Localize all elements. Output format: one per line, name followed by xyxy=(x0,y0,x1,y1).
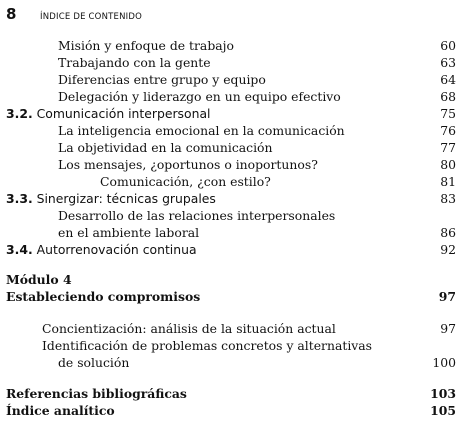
back-matter-entry xyxy=(0,403,462,419)
section-title: Sinergizar: técnicas grupales xyxy=(36,191,216,206)
toc-entry xyxy=(0,355,462,371)
toc-entry-page: 92 xyxy=(440,242,456,257)
toc-entry-page: 100 xyxy=(432,355,456,370)
toc-section xyxy=(0,106,462,122)
toc-entry-page: 64 xyxy=(440,72,456,87)
toc-entry-label: de solución xyxy=(58,355,130,370)
back-matter-entry xyxy=(0,386,462,402)
running-title: ÍNDICE DE CONTENIDO xyxy=(40,12,142,22)
toc-entry xyxy=(0,208,462,224)
toc-entry xyxy=(0,157,462,173)
module-subtitle: Estableciendo compromisos xyxy=(6,289,201,304)
toc-entry xyxy=(0,321,462,337)
toc-entry-page: 76 xyxy=(440,123,456,138)
toc-entry-label: Desarrollo de las relaciones interpersonales xyxy=(58,208,336,223)
page-number: 8 xyxy=(6,5,17,23)
section-number: 3.4. xyxy=(6,242,33,257)
toc-entry-label: Identificación de problemas concretos y alternativas xyxy=(42,338,373,353)
toc-entry-label: Concientización: análisis de la situación actual xyxy=(42,321,336,336)
toc-entry-label: Diferencias entre grupo y equipo xyxy=(58,72,266,87)
toc-entry xyxy=(0,123,462,139)
toc-entry-label: Trabajando con la gente xyxy=(58,55,211,70)
toc-entry-label: en el ambiente laboral xyxy=(58,225,200,240)
toc-entry-page: 60 xyxy=(440,38,456,53)
toc-entry-label: Comunicación, ¿con estilo? xyxy=(100,174,271,189)
toc-entry xyxy=(0,174,462,190)
toc-section xyxy=(0,242,462,258)
toc-entry-label: Delegación y liderazgo en un equipo efectivo xyxy=(58,89,341,104)
toc-entry xyxy=(0,225,462,241)
toc-entry xyxy=(0,38,462,54)
toc-entry-page: 86 xyxy=(440,225,456,240)
toc-section xyxy=(0,191,462,207)
back-matter-page: 105 xyxy=(430,403,456,418)
module-title: Módulo 4 xyxy=(6,272,72,287)
toc-entry-label: Los mensajes, ¿oportunos o inoportunos? xyxy=(58,157,318,172)
module-heading xyxy=(0,289,462,305)
toc-entry-page: 68 xyxy=(440,89,456,104)
toc-entry xyxy=(0,140,462,156)
back-matter-label: Índice analítico xyxy=(6,403,115,418)
section-title: Autorrenovación continua xyxy=(36,242,197,257)
toc-entry xyxy=(0,338,462,354)
section-number: 3.2. xyxy=(6,106,33,121)
toc-entry xyxy=(0,55,462,71)
toc-entry xyxy=(0,89,462,105)
toc-entry-page: 63 xyxy=(440,55,456,70)
section-number: 3.3. xyxy=(6,191,33,206)
toc-entry-label: La inteligencia emocional en la comunicación xyxy=(58,123,345,138)
page-header xyxy=(6,5,142,21)
back-matter-label: Referencias bibliográficas xyxy=(6,386,187,401)
section-title: Comunicación interpersonal xyxy=(36,106,211,121)
toc-entry-page: 81 xyxy=(440,174,456,189)
toc-entry-page: 80 xyxy=(440,157,456,172)
toc-entry-label: Misión y enfoque de trabajo xyxy=(58,38,234,53)
toc-entry-page: 83 xyxy=(440,191,456,206)
toc-entry-page: 77 xyxy=(440,140,456,155)
toc-entry-label: La objetividad en la comunicación xyxy=(58,140,273,155)
toc-entry-page: 97 xyxy=(440,321,456,336)
module-page: 97 xyxy=(438,289,456,304)
back-matter-page: 103 xyxy=(430,386,456,401)
toc-entry xyxy=(0,72,462,88)
toc-entry-page: 75 xyxy=(440,106,456,121)
